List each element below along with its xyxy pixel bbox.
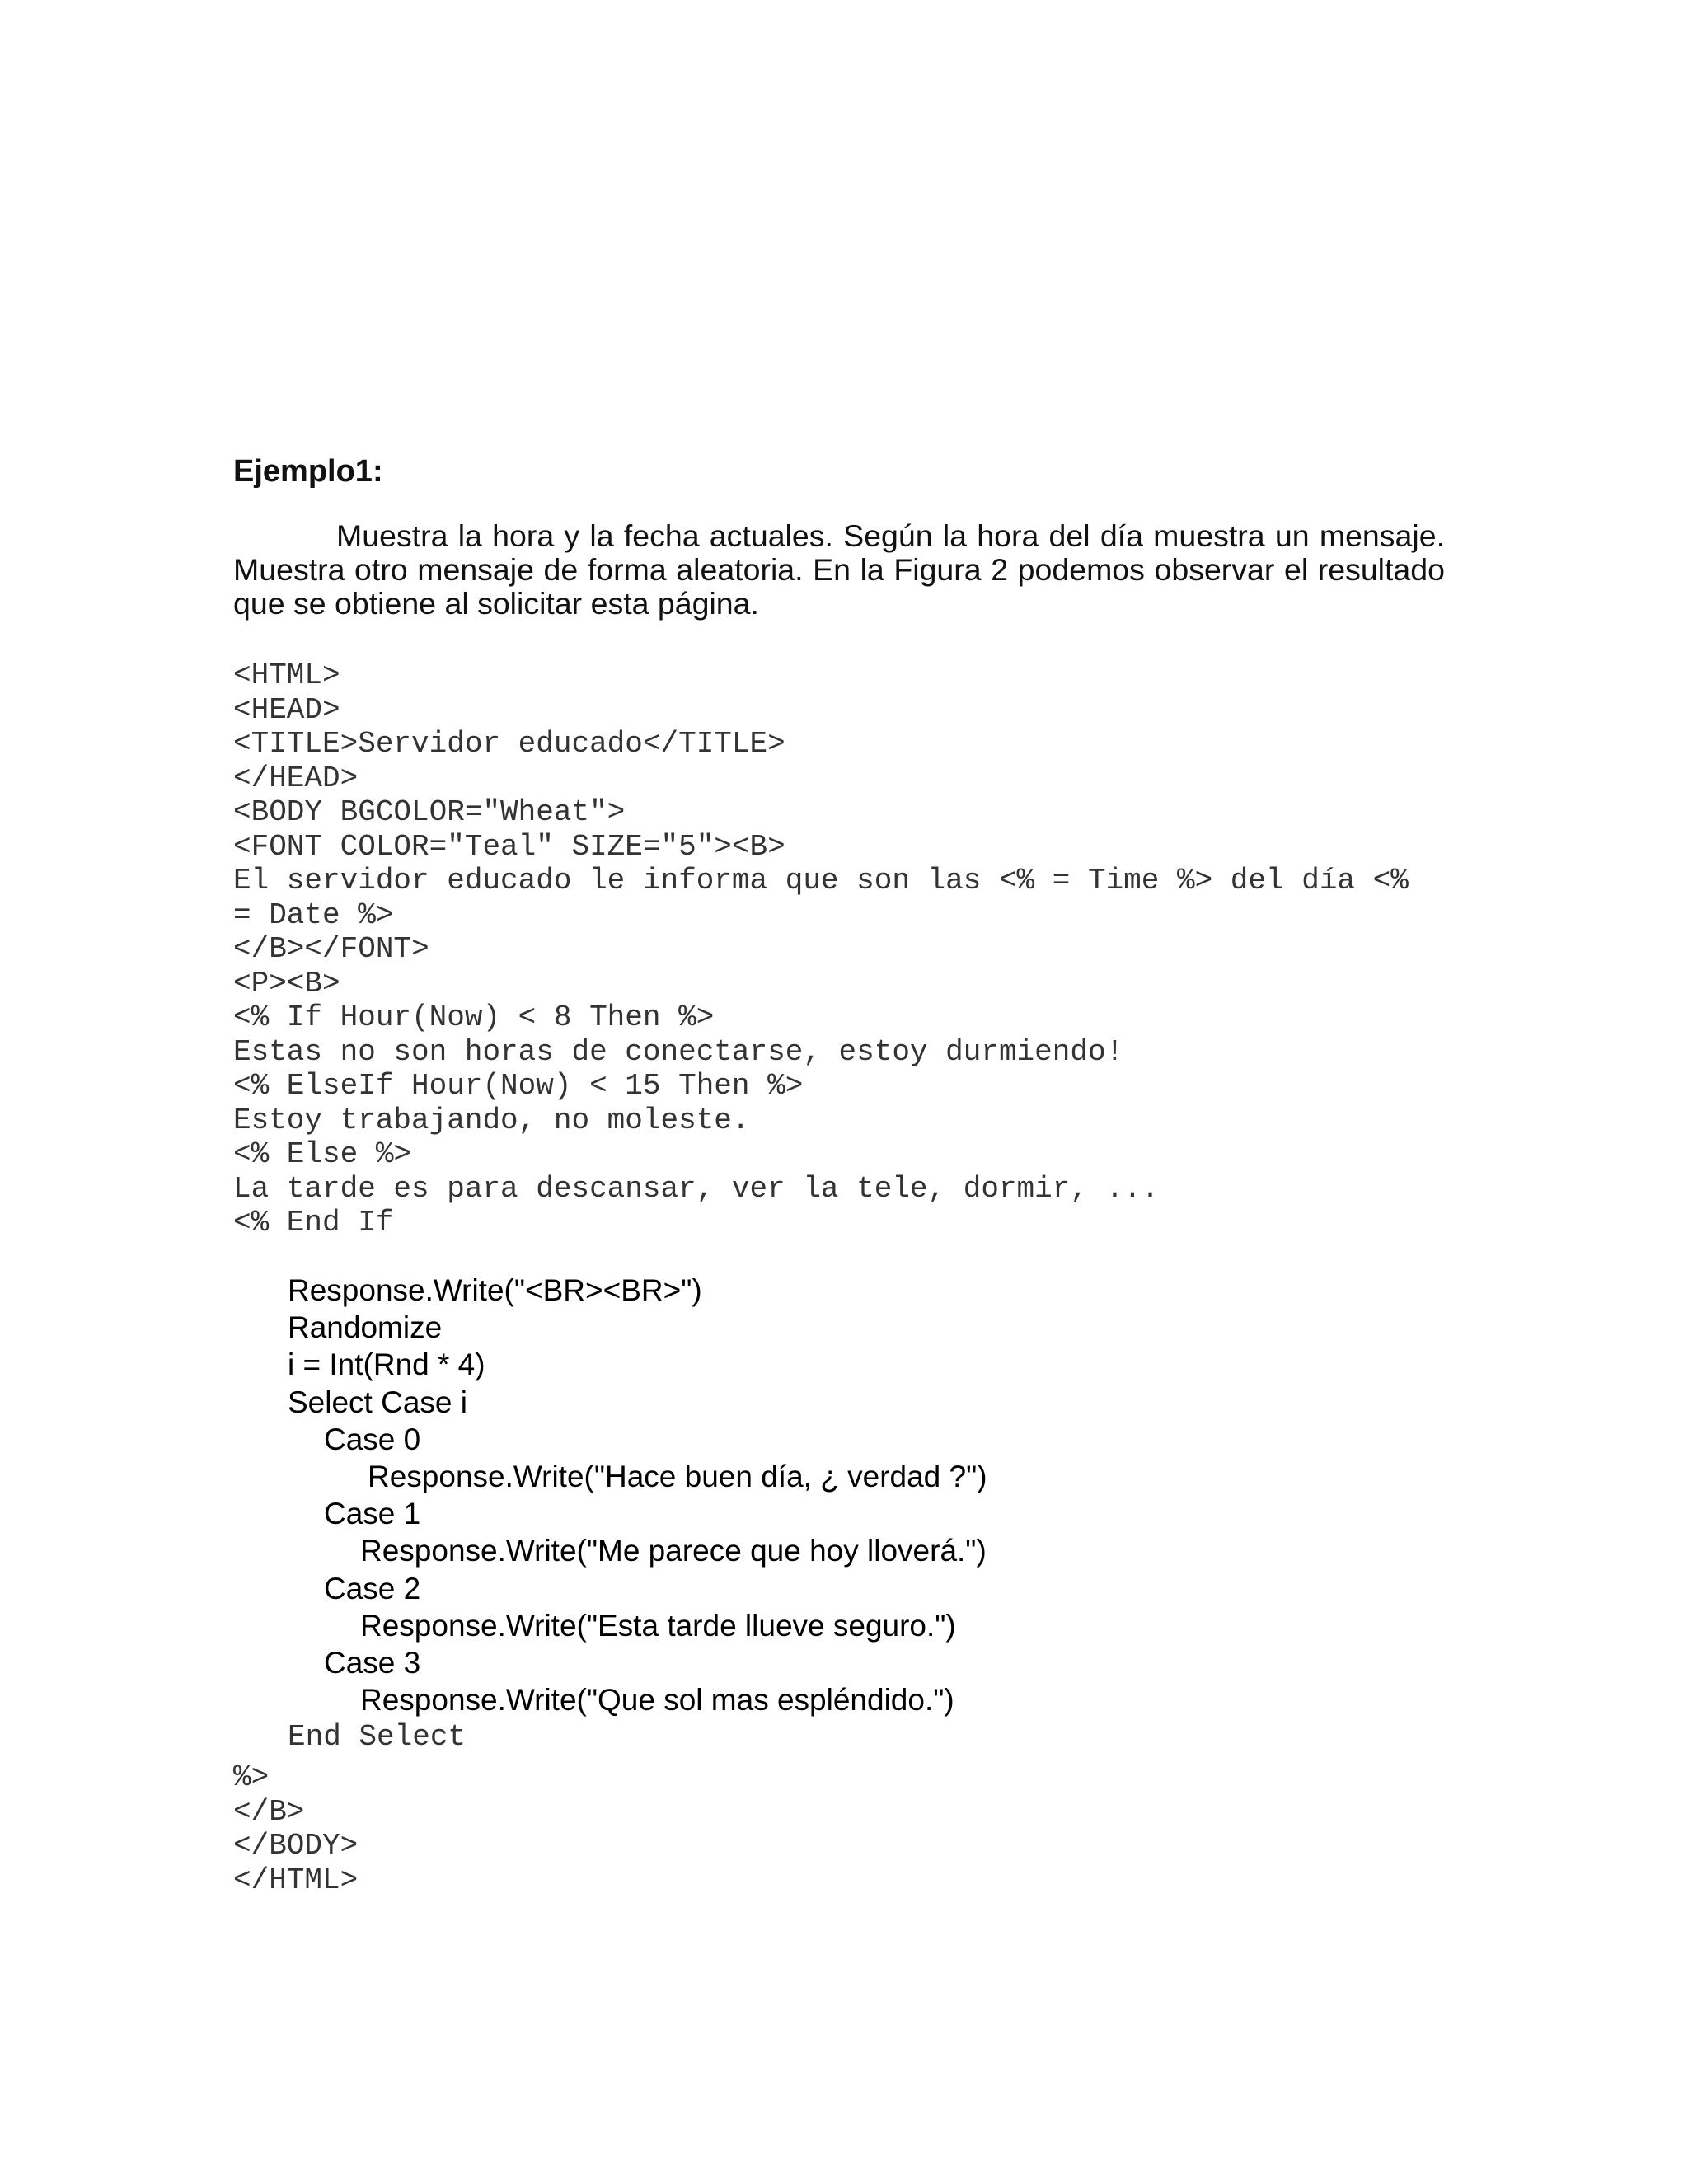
code-line: End Select <box>288 1720 467 1755</box>
code-line: Case 0 <box>324 1422 421 1456</box>
code-line: Response.Write("Hace buen día, ¿ verdad ?") <box>368 1459 987 1493</box>
closing-code-block: %> </B> </BODY> </HTML> <box>233 1760 359 1897</box>
code-line: Case 2 <box>324 1571 421 1605</box>
code-line: i = Int(Rnd * 4) <box>288 1347 485 1382</box>
code-line: Response.Write("Que sol mas espléndido.") <box>360 1683 954 1718</box>
code-line: Response.Write("Esta tarde llueve seguro.") <box>360 1608 956 1643</box>
asp-code-block: <HTML> <HEAD> <TITLE>Servidor educado</TITLE> </HEAD> <BODY BGCOLOR="Wheat"> <FONT COLOR="Teal" SIZE="5"><B> El servidor educado le informa que son las <% = Time %> del día <% = Date %> </B></FONT> <P><B> <% If Hour(Now) < 8 Then %> Estas no son horas de conectarse, estoy durmiendo! <% ElseIf Hour(Now) < 15 Then %> Estoy trabajando, no moleste. <% Else %> La tarde es para descansar, ver la tele, dormir, ... <% End If <box>233 658 1409 1240</box>
code-line: Case 1 <box>324 1497 421 1531</box>
code-line: Response.Write("<BR><BR>") <box>288 1273 702 1307</box>
code-line: Case 3 <box>324 1645 421 1680</box>
code-line: Select Case i <box>288 1385 467 1419</box>
intro-paragraph: Muestra la hora y la fecha actuales. Según la hora del día muestra un mensaje. Muestra otro mensaje de forma aleatoria. En la Figura 2 podemos observar el resultado que se obtiene al solicitar esta página. <box>233 518 1445 621</box>
code-line: Randomize <box>288 1310 443 1345</box>
example-heading: Ejemplo1: <box>233 454 383 489</box>
vbscript-block <box>233 1272 1453 1755</box>
code-line: Response.Write("Me parece que hoy lloverá.") <box>360 1534 987 1568</box>
